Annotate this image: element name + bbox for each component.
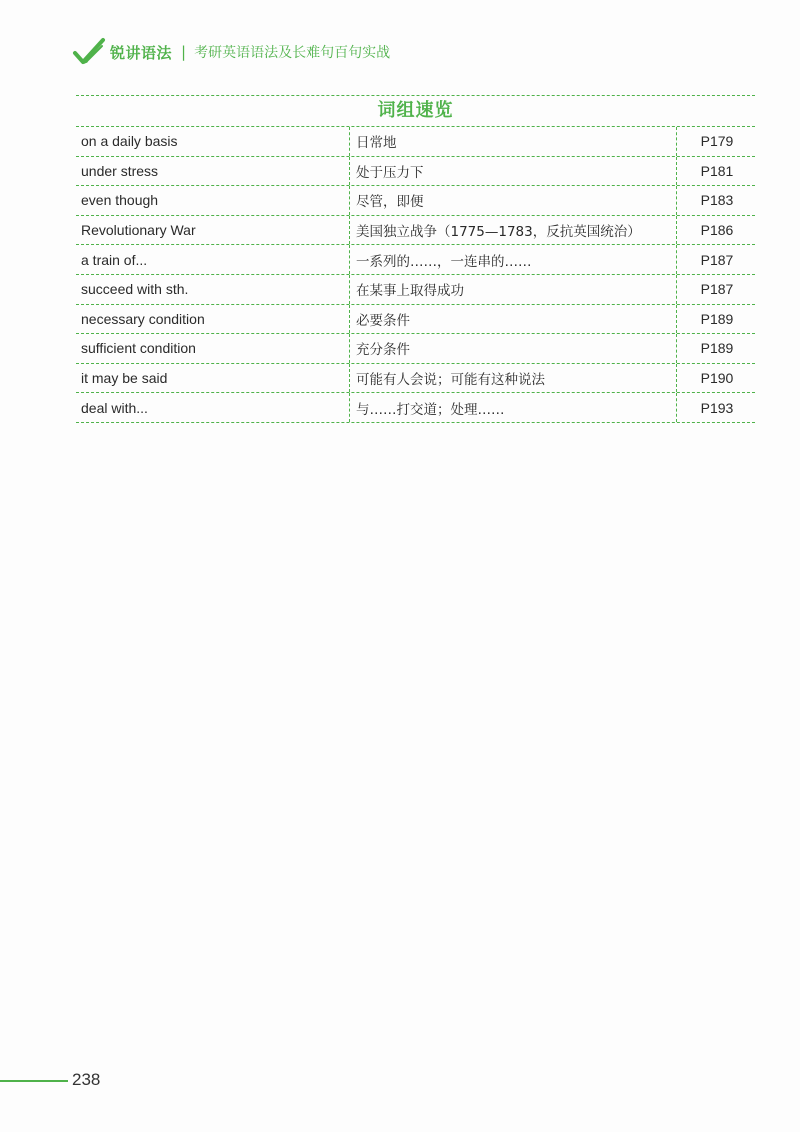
page-ref-cell: P179: [676, 127, 755, 156]
phrase-cell: Revolutionary War: [81, 222, 196, 239]
table-row: [76, 186, 755, 216]
table-row: [76, 393, 755, 423]
page-ref-cell: P193: [676, 393, 755, 422]
table-row: [76, 364, 755, 394]
meaning-cell: 充分条件: [349, 334, 676, 363]
table-row: [76, 127, 755, 157]
meaning-cell: 美国独立战争（1775—1783，反抗英国统治）: [349, 216, 676, 245]
table-row: [76, 245, 755, 275]
phrase-overview-table: [76, 95, 755, 423]
phrase-cell: under stress: [81, 162, 159, 179]
meaning-cell: 处于压力下: [349, 157, 676, 186]
table-row: [76, 216, 755, 246]
book-title: 考研英语语法及长难句百句实战: [194, 45, 391, 61]
brand-name: 锐讲语法: [110, 43, 173, 62]
phrase-cell: on a daily basis: [81, 133, 178, 150]
phrase-cell: even though: [81, 192, 159, 209]
phrase-cell: it may be said: [81, 370, 168, 387]
meaning-cell: 日常地: [349, 127, 676, 156]
phrase-cell: necessary condition: [81, 310, 205, 327]
page-ref-cell: P189: [676, 334, 755, 363]
table-row: [76, 305, 755, 335]
page-ref-cell: P183: [676, 186, 755, 215]
meaning-cell: 一系列的……，一连串的……: [349, 245, 676, 274]
meaning-cell: 在某事上取得成功: [349, 275, 676, 304]
page-ref-cell: P181: [676, 157, 755, 186]
page-header: [72, 34, 390, 70]
meaning-cell: 可能有人会说；可能有这种说法: [349, 364, 676, 393]
meaning-cell: 必要条件: [349, 305, 676, 334]
phrase-cell: a train of...: [81, 251, 148, 268]
page-ref-cell: P189: [676, 305, 755, 334]
table-row: [76, 275, 755, 305]
meaning-cell: 尽管，即便: [349, 186, 676, 215]
page-number: 238: [72, 1070, 101, 1089]
phrase-cell: succeed with sth.: [81, 281, 189, 298]
footer-rule: [0, 1080, 68, 1082]
pencil-check-icon: [72, 37, 106, 67]
page-ref-cell: P186: [676, 216, 755, 245]
table-row: [76, 157, 755, 187]
page-ref-cell: P187: [676, 275, 755, 304]
table-title: 词组速览: [76, 95, 755, 127]
header-separator: |: [181, 43, 187, 61]
meaning-cell: 与……打交道；处理……: [349, 393, 676, 422]
page-ref-cell: P190: [676, 364, 755, 393]
phrase-cell: sufficient condition: [81, 340, 196, 357]
page-ref-cell: P187: [676, 245, 755, 274]
phrase-cell: deal with...: [81, 399, 148, 416]
table-row: [76, 334, 755, 364]
